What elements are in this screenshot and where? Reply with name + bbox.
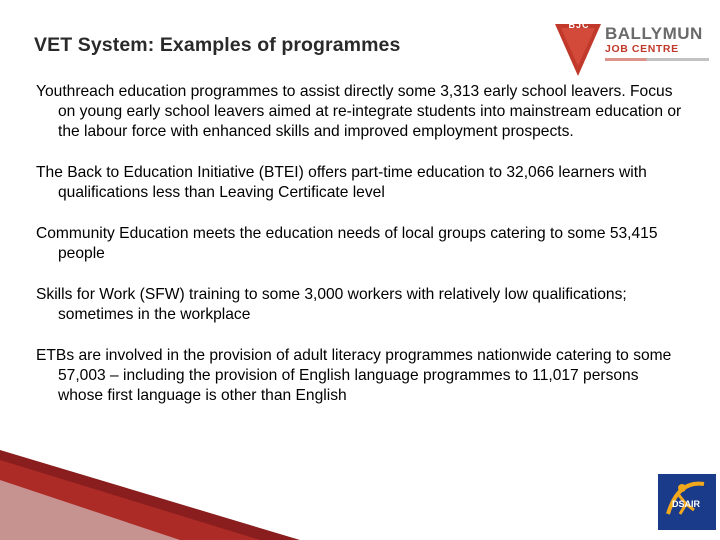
brand-name-bottom: JOB CENTRE (605, 43, 679, 55)
bullet-skills-for-work: Skills for Work (SFW) training to some 3,000 workers with relatively low qualifications; sometimes in the workplace (36, 286, 627, 323)
dsair-logo (658, 474, 716, 530)
bullet-etbs-adult-literacy: ETBs are involved in the provision of adult literacy programmes nationwide catering to some 57,003 – including the provision of English language programmes to 11,017 persons whose first language is other than English (36, 347, 672, 404)
bullet-youthreach: Youthreach education programmes to assist directly some 3,313 early school leavers. Focus on young early school leavers aimed at re-integrate students into mainstream education or the labour force with enhanced skills and improved employment prospects. (36, 83, 682, 140)
dsair-wordmark: DSAIR (672, 499, 701, 509)
bullet-btei: The Back to Education Initiative (BTEI) offers part-time education to 32,066 learners with qualifications less than Leaving Certificate level (36, 164, 647, 201)
decorative-corner-swoosh (0, 450, 720, 540)
bjc-initials: BJC (568, 20, 590, 30)
brand-name-top: BALLYMUN (605, 24, 703, 43)
slide-title: VET System: Examples of programmes (34, 34, 401, 56)
brand-tagline-rule (605, 58, 709, 61)
ballymun-job-centre-logo (553, 18, 710, 78)
bullet-list (36, 82, 686, 427)
bullet-community-education: Community Education meets the education needs of local groups catering to some 53,415 people (36, 225, 658, 262)
